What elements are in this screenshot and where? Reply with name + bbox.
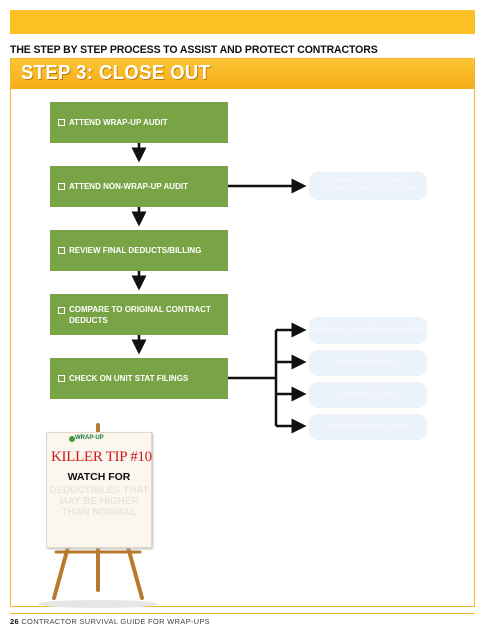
page-number: 26	[10, 617, 19, 626]
side-box-5: ACCURATE HAZARD CODES	[309, 414, 427, 440]
step-label: COMPARE TO ORIGINAL CONTRACT DEDUCTS	[69, 305, 211, 325]
step-label: REVIEW FINAL DEDUCTS/BILLING	[69, 246, 202, 255]
killer-tip-heading: KILLER TIP #10	[51, 449, 152, 465]
step-label: CHECK ON UNIT STAT FILINGS	[69, 374, 189, 383]
step-label: ATTEND NON-WRAP-UP AUDIT	[69, 182, 188, 191]
side-box-2: VERIFY SUB OR EXPERIENCE MODIFIER	[309, 317, 427, 344]
section-title: STEP 3: CLOSE OUT	[21, 62, 211, 84]
side-box-3: ACCURATE PAYROLL	[309, 350, 427, 376]
easel-leg-right	[126, 540, 142, 598]
tip-line-1: WATCH FOR	[67, 471, 131, 483]
side-box-1: CONFIRM WRAP-UP PAYROLL EXCLUDED FROM CALCULATION	[309, 172, 427, 200]
page-footer	[10, 617, 210, 626]
killer-tip-card	[46, 432, 152, 548]
easel-leg-left	[54, 540, 70, 598]
page-subtitle: THE STEP BY STEP PROCESS TO ASSIST AND PROTECT CONTRACTORS	[10, 43, 378, 57]
footer-title: CONTRACTOR SURVIVAL GUIDE FOR WRAP-UPS	[21, 617, 210, 626]
side-box-4: ACCURATE CLAIMS	[309, 382, 427, 408]
tip-faded-text: DEDUCTIBLES THAT MAY BE HIGHER THAN NORMAL	[49, 485, 149, 518]
step-label: ATTEND WRAP-UP AUDIT	[69, 118, 168, 127]
tip-logo-text: WRAP-UP	[75, 435, 104, 441]
footer-rule	[10, 613, 475, 614]
